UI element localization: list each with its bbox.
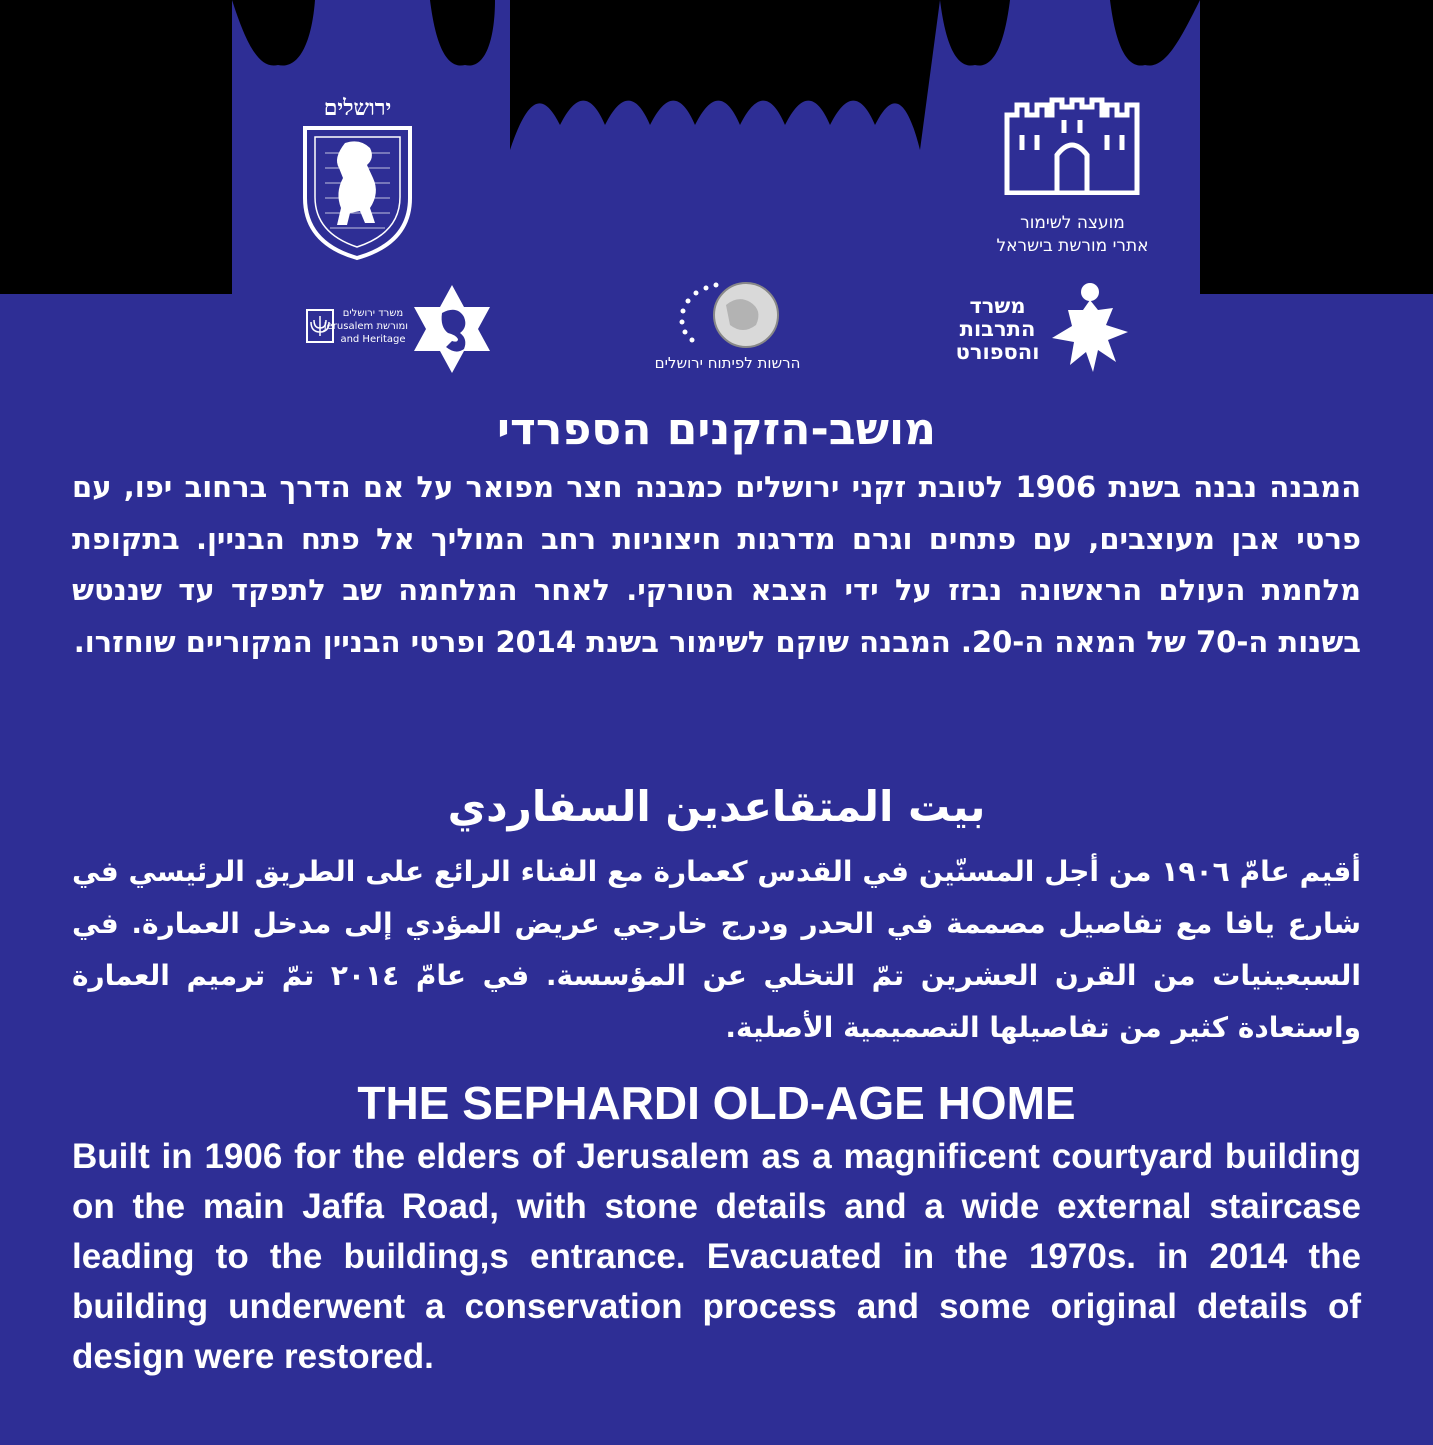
culture-ministry-line1: משרד [969, 294, 1026, 318]
ministry-line1: משרד ירושלים [342, 308, 404, 319]
heritage-council-line2: אתרי מורשת בישראל [996, 236, 1149, 256]
ministry-line3: and Heritage [340, 334, 406, 345]
arabic-title: بيت المتقاعدين السفاردي [447, 782, 986, 831]
jerusalem-emblem-label: ירושלים [323, 95, 392, 121]
heritage-council-line1: מועצה לשימור [1020, 213, 1125, 233]
jerusalem-lion-emblem-icon [295, 123, 420, 263]
ministry-line2: ומורשת Jerusalem [323, 321, 408, 332]
castle-gate-icon [1002, 95, 1142, 195]
dotted-circle-globe-icon [668, 280, 788, 350]
jerusalem-emblem [295, 95, 420, 260]
star-figure-icon [1048, 280, 1133, 375]
arabic-body: أقيم عامّ ١٩٠٦ من أجل المسنّين في القدس كعمارة مع الفناء الرائع على الطريق الرئيسي في شارع يافا مع تفاصيل مصممة في الحدر ودرج خارجي عريض المؤدي إلى مدخل العمارة. في السبعينيات من القرن العشرين تمّ التخلي عن المؤسسة. في عامّ ٢٠١٤ تمّ ترميم العمارة واستعادة كثير من تفاصيلها التصميمية الأصلية. [72, 855, 1362, 1044]
heritage-council-logo [985, 95, 1160, 265]
ministry-star-lion-icon [412, 283, 492, 375]
jerusalem-heritage-ministry-logo [300, 283, 495, 378]
development-authority-logo [630, 280, 825, 375]
english-title: THE SEPHARDI OLD-AGE HOME [357, 1077, 1076, 1129]
development-authority-label: הרשות לפיתוח ירושלים [654, 354, 801, 372]
english-body: Built in 1906 for the elders of Jerusalem as a magnificent courtyard building on the main Jaffa Road, with stone details and a wide external staircase leading to the building,s entrance. Evacuated in the 1970s. in 2014 the building underwent a conservation process and some original details of design were restored. [72, 1137, 1361, 1376]
culture-ministry-line3: והספורט [955, 340, 1040, 364]
hebrew-title: מושב-הזקנים הספרדי [497, 404, 936, 455]
hebrew-body: המבנה נבנה בשנת 1906 לטובת זקני ירושלים כמבנה חצר מפואר על אם הדרך ברחוב יפו, עם פרטי אבן מעוצבים, עם פתחים וגרם מדרגות חיצוניות רחב המוליך אל פתח הבניין. בתקופת מלחמת העולם הראשונה נבזז על ידי הצבא הטורקי. לאחר המלחמה שב לתפקד עד שננטש בשנות ה-70 של המאה ה-20. המבנה שוקם לשימור בשנת 2014 ופרטי הבניין המקוריים שוחזרו. [72, 470, 1361, 659]
culture-sport-ministry-logo [950, 280, 1135, 380]
culture-ministry-line2: התרבות [959, 317, 1036, 341]
